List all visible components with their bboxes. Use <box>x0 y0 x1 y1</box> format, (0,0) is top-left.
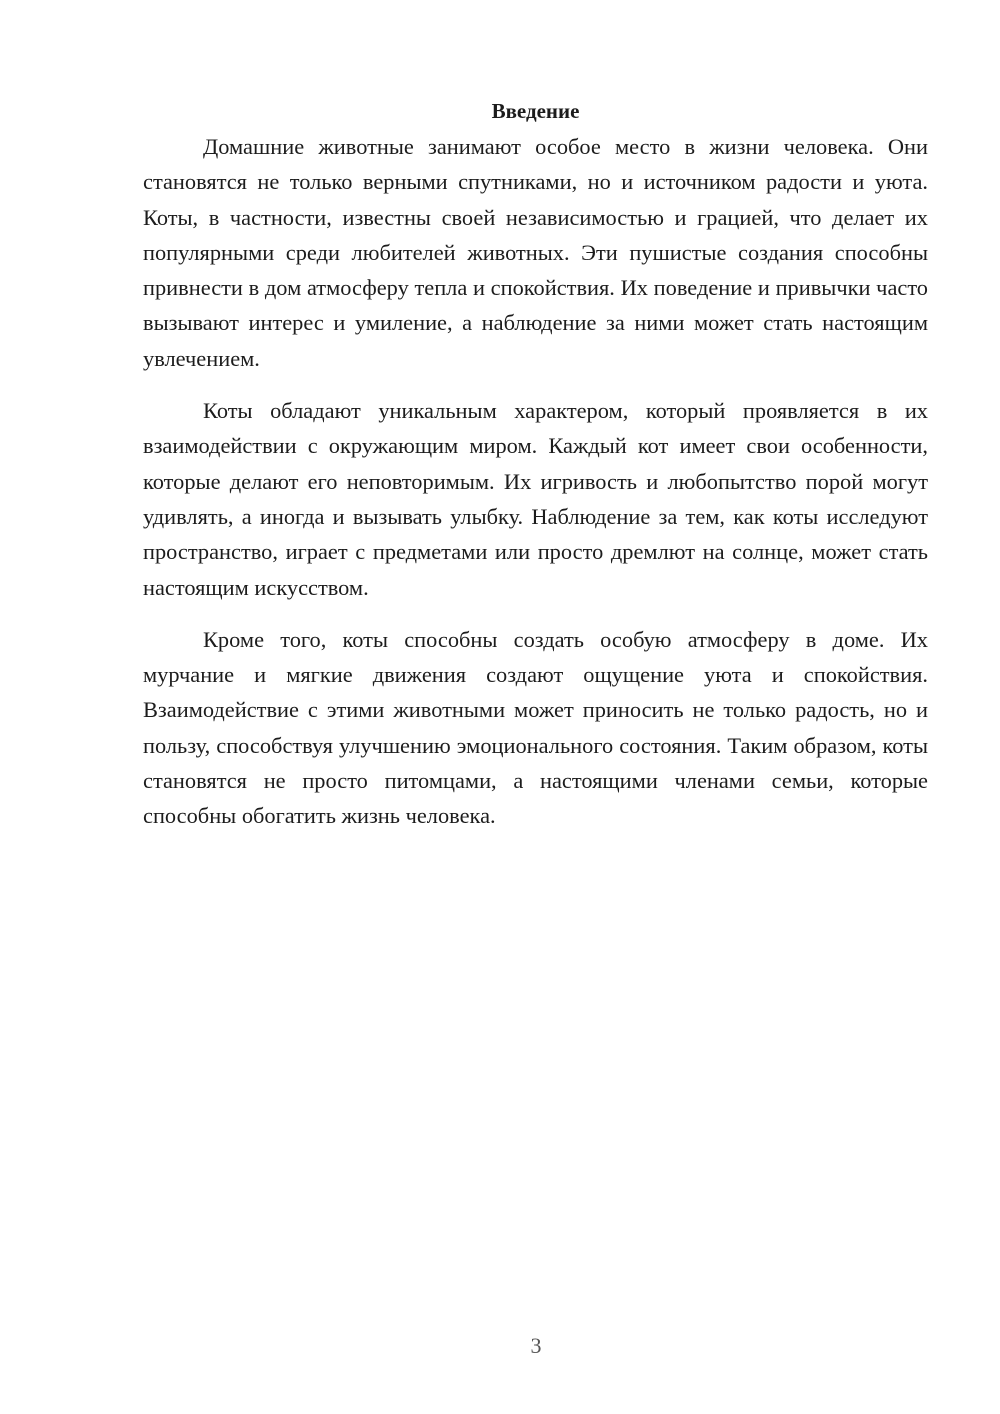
page-number: 3 <box>530 1333 542 1358</box>
paragraph-3: Кроме того, коты способны создать особую атмосферу в доме. Их мурчание и мягкие движения создают ощущение уюта и спокойствия. Взаимодействие с этими животными может приносить не только радость, но и пользу, способствуя улучшению эмоционального состояния. Таким образом, коты становятся не просто питомцами, а настоящими членами семьи, которые способны обогатить жизнь человека. <box>143 626 928 829</box>
paragraph-2: Коты обладают уникальным характером, который проявляется в их взаимодействии с окружающим миром. Каждый кот имеет свои особенности, которые делают его неповторимым. Их игривость и любопытство порой могут удивлять, а иногда и вызывать улыбку. Наблюдение за тем, как коты исследуют пространство, играет с предметами или просто дремлют на солнце, может стать настоящим искусством. <box>143 398 928 600</box>
paragraph-1: Домашние животные занимают особое место в жизни человека. Они становятся не только верными спутниками, но и источником радости и уюта. Коты, в частности, известны своей независимостью и грацией, что делает их популярными среди любителей животных. Эти пушистые создания способны привнести в дом атмосферу тепла и спокойствия. Их поведение и привычки часто вызывают интерес и умиление, а наблюдение за ними может стать настоящим увлечением. <box>143 134 928 371</box>
document-body <box>143 96 928 851</box>
section-title: Введение <box>491 99 580 123</box>
